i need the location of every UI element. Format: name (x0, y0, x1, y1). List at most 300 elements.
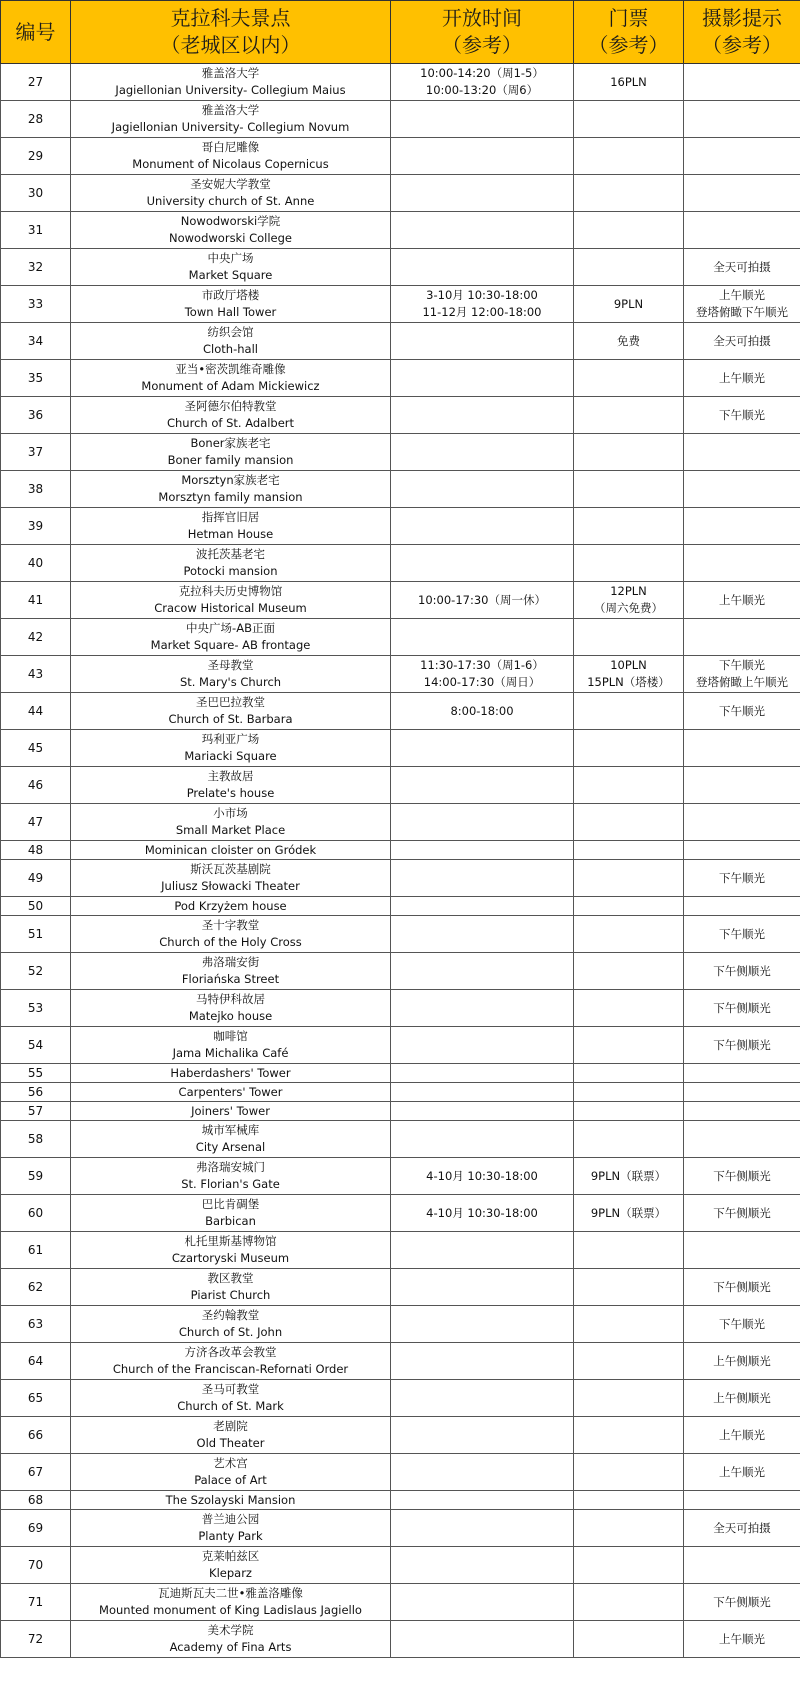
table-row (1, 360, 800, 397)
table-row (1, 1491, 800, 1510)
site-name-en: Cracow Historical Museum (154, 601, 307, 615)
row-number: 41 (1, 582, 71, 619)
site-name-zh: 城市军械库 (201, 1123, 260, 1137)
site-name-zh: Morsztyn家族老宅 (181, 473, 280, 487)
table-row (1, 1510, 800, 1547)
row-number: 37 (1, 434, 71, 471)
ticket-cell: 10PLN 15PLN（塔楼） (574, 656, 684, 693)
site-cell (71, 1343, 391, 1380)
row-number: 54 (1, 1027, 71, 1064)
table-row (1, 138, 800, 175)
hours-cell (391, 1269, 574, 1306)
photo-cell: 上午侧顺光 (684, 1380, 800, 1417)
photo-cell: 上午顺光 (684, 582, 800, 619)
row-number: 28 (1, 101, 71, 138)
ticket-cell (574, 619, 684, 656)
site-name-zh: 圣巴巴拉教堂 (196, 695, 265, 709)
table-row (1, 804, 800, 841)
row-number: 42 (1, 619, 71, 656)
site-name-zh: 波托茨基老宅 (196, 547, 265, 561)
hours-cell (391, 730, 574, 767)
table-row (1, 212, 800, 249)
site-name-en: Church of the Franciscan-Refornati Order (112, 1362, 349, 1376)
photo-cell (684, 138, 800, 175)
row-number: 38 (1, 471, 71, 508)
header-ticket: 门票 （参考） (574, 1, 684, 64)
site-name-zh: 圣十字教堂 (201, 918, 260, 932)
table-row (1, 471, 800, 508)
hours-cell (391, 767, 574, 804)
ticket-cell (574, 693, 684, 730)
site-cell (71, 1380, 391, 1417)
site-name-zh: 教区教堂 (207, 1271, 254, 1285)
site-name-en: Joiners' Tower (191, 1103, 270, 1118)
site-cell (71, 1195, 391, 1232)
ticket-cell (574, 1584, 684, 1621)
ticket-cell (574, 990, 684, 1027)
hours-cell (391, 1083, 574, 1102)
hours-cell (391, 545, 574, 582)
row-number: 48 (1, 841, 71, 860)
table-row (1, 730, 800, 767)
table-row (1, 1343, 800, 1380)
hours-cell: 4-10月 10:30-18:00 (391, 1195, 574, 1232)
ticket-cell (574, 897, 684, 916)
site-name-en: Jagiellonian University- Collegium Novum (111, 120, 350, 134)
row-number: 63 (1, 1306, 71, 1343)
site-name-en: Haberdashers' Tower (170, 1065, 291, 1080)
site-cell (71, 360, 391, 397)
row-number: 45 (1, 730, 71, 767)
hours-cell (391, 397, 574, 434)
table-row (1, 656, 800, 693)
ticket-cell (574, 471, 684, 508)
site-cell (71, 1417, 391, 1454)
site-name-en: Pod Krzyżem house (174, 898, 287, 913)
site-cell (71, 101, 391, 138)
table-row (1, 175, 800, 212)
table-row (1, 860, 800, 897)
ticket-cell (574, 397, 684, 434)
site-name-zh: 小市场 (213, 806, 248, 820)
table-row (1, 508, 800, 545)
site-name-en: Academy of Fina Arts (169, 1640, 292, 1654)
site-name-zh: 亚当•密茨凯维奇雕像 (175, 362, 286, 376)
site-cell (71, 619, 391, 656)
photo-cell: 下午侧顺光 (684, 1195, 800, 1232)
site-cell (71, 693, 391, 730)
site-cell (71, 897, 391, 916)
site-name-zh: 中央广场-AB正面 (186, 621, 275, 635)
photo-cell (684, 1083, 800, 1102)
hours-cell (391, 471, 574, 508)
photo-cell (684, 804, 800, 841)
site-name-zh: 中央广场 (207, 251, 254, 265)
hours-cell (391, 953, 574, 990)
site-name-zh: 瓦迪斯瓦夫二世•雅盖洛雕像 (158, 1586, 303, 1600)
ticket-cell (574, 1343, 684, 1380)
hours-cell: 8:00-18:00 (391, 693, 574, 730)
site-name-en: Kleparz (209, 1566, 252, 1580)
site-cell (71, 767, 391, 804)
photo-cell: 上午侧顺光 (684, 1343, 800, 1380)
hours-cell: 10:00-17:30（周一休） (391, 582, 574, 619)
row-number: 66 (1, 1417, 71, 1454)
table-row (1, 1195, 800, 1232)
row-number: 70 (1, 1547, 71, 1584)
site-name-zh: 指挥官旧居 (201, 510, 260, 524)
site-name-zh: 老剧院 (213, 1419, 248, 1433)
hours-cell (391, 508, 574, 545)
photo-cell (684, 434, 800, 471)
site-cell (71, 1621, 391, 1658)
header-number: 编号 (1, 1, 71, 64)
hours-cell: 11:30-17:30（周1-6） 14:00-17:30（周日） (391, 656, 574, 693)
hours-cell (391, 434, 574, 471)
ticket-cell (574, 360, 684, 397)
ticket-cell: 免费 (574, 323, 684, 360)
site-cell (71, 175, 391, 212)
photo-cell: 上午顺光 登塔俯瞰下午顺光 (684, 286, 800, 323)
site-cell (71, 730, 391, 767)
site-name-zh: 哥白尼雕像 (201, 140, 260, 154)
photo-cell: 全天可拍摄 (684, 323, 800, 360)
hours-cell (391, 1380, 574, 1417)
ticket-cell (574, 953, 684, 990)
row-number: 27 (1, 64, 71, 101)
row-number: 64 (1, 1343, 71, 1380)
row-number: 60 (1, 1195, 71, 1232)
site-name-zh: 圣母教堂 (207, 658, 254, 672)
row-number: 62 (1, 1269, 71, 1306)
photo-cell (684, 1491, 800, 1510)
site-name-en: Church of St. Adalbert (166, 416, 295, 430)
ticket-cell (574, 212, 684, 249)
site-cell (71, 804, 391, 841)
site-name-en: Juliusz Słowacki Theater (161, 879, 300, 893)
site-name-en: Boner family mansion (167, 453, 294, 467)
photo-cell (684, 1121, 800, 1158)
site-name-zh: 美术学院 (207, 1623, 254, 1637)
hours-cell (391, 1121, 574, 1158)
hours-cell (391, 1621, 574, 1658)
site-name-en: Barbican (205, 1214, 256, 1228)
table-row (1, 1064, 800, 1083)
hours-cell: 4-10月 10:30-18:00 (391, 1158, 574, 1195)
photo-cell (684, 619, 800, 656)
site-cell (71, 545, 391, 582)
site-name-zh: 克莱帕兹区 (201, 1549, 260, 1563)
photo-cell (684, 1547, 800, 1584)
ticket-cell (574, 1510, 684, 1547)
site-name-en: Potocki mansion (183, 564, 278, 578)
site-name-en: Church of St. Mark (177, 1399, 284, 1413)
photo-cell: 上午顺光 (684, 1454, 800, 1491)
site-name-en: Matejko house (188, 1009, 273, 1023)
site-name-en: University church of St. Anne (146, 194, 315, 208)
row-number: 65 (1, 1380, 71, 1417)
photo-cell (684, 545, 800, 582)
site-name-zh: 斯沃瓦茨基剧院 (190, 862, 271, 876)
site-cell (71, 582, 391, 619)
table-row (1, 582, 800, 619)
site-name-zh: 马特伊科故居 (196, 992, 265, 1006)
hours-cell (391, 360, 574, 397)
hours-cell (391, 897, 574, 916)
photo-cell (684, 730, 800, 767)
table-row (1, 1158, 800, 1195)
photo-cell: 下午顺光 (684, 693, 800, 730)
site-cell (71, 1102, 391, 1121)
photo-cell: 下午顺光 登塔俯瞰上午顺光 (684, 656, 800, 693)
ticket-cell: 9PLN（联票） (574, 1195, 684, 1232)
ticket-cell (574, 175, 684, 212)
site-name-zh: 巴比肯碉堡 (201, 1197, 260, 1211)
row-number: 47 (1, 804, 71, 841)
site-name-en: Planty Park (198, 1529, 263, 1543)
site-name-en: Piarist Church (190, 1288, 271, 1302)
photo-cell: 下午顺光 (684, 860, 800, 897)
hours-cell: 3-10月 10:30-18:00 11-12月 12:00-18:00 (391, 286, 574, 323)
ticket-cell (574, 508, 684, 545)
ticket-cell (574, 1064, 684, 1083)
ticket-cell (574, 1121, 684, 1158)
row-number: 50 (1, 897, 71, 916)
site-name-en: Old Theater (196, 1436, 265, 1450)
ticket-cell: 12PLN （周六免费） (574, 582, 684, 619)
row-number: 29 (1, 138, 71, 175)
site-cell (71, 1232, 391, 1269)
site-name-en: St. Mary's Church (179, 675, 282, 689)
ticket-cell: 16PLN (574, 64, 684, 101)
site-name-zh: 主教故居 (207, 769, 254, 783)
hours-cell (391, 1547, 574, 1584)
table-row (1, 323, 800, 360)
hours-cell (391, 916, 574, 953)
site-name-en: The Szolayski Mansion (165, 1492, 296, 1507)
site-name-en: Floriańska Street (181, 972, 280, 986)
row-number: 43 (1, 656, 71, 693)
ticket-cell (574, 804, 684, 841)
site-name-en: Czartoryski Museum (171, 1251, 290, 1265)
row-number: 59 (1, 1158, 71, 1195)
table-row (1, 1380, 800, 1417)
site-cell (71, 990, 391, 1027)
row-number: 34 (1, 323, 71, 360)
ticket-cell (574, 1027, 684, 1064)
row-number: 67 (1, 1454, 71, 1491)
site-name-en: Mounted monument of King Ladislaus Jagiello (99, 1603, 362, 1617)
hours-cell (391, 1232, 574, 1269)
hours-cell (391, 841, 574, 860)
site-name-zh: 艺术宫 (213, 1456, 248, 1470)
site-name-zh: 市政厅塔楼 (201, 288, 260, 302)
site-cell (71, 841, 391, 860)
table-row (1, 397, 800, 434)
row-number: 58 (1, 1121, 71, 1158)
site-name-en: Market Square (188, 268, 273, 282)
ticket-cell (574, 1083, 684, 1102)
header-row (1, 1, 800, 64)
photo-cell: 全天可拍摄 (684, 1510, 800, 1547)
hours-cell (391, 1454, 574, 1491)
table-row (1, 1232, 800, 1269)
ticket-cell (574, 730, 684, 767)
table-row (1, 1584, 800, 1621)
site-name-en: Morsztyn family mansion (158, 490, 303, 504)
site-cell (71, 434, 391, 471)
site-name-en: Mariacki Square (184, 749, 277, 763)
site-name-zh: 札托里斯基博物馆 (184, 1234, 277, 1248)
ticket-cell (574, 1547, 684, 1584)
photo-cell (684, 101, 800, 138)
ticket-cell (574, 841, 684, 860)
table-row (1, 64, 800, 101)
site-name-en: City Arsenal (195, 1140, 266, 1154)
table-row (1, 545, 800, 582)
site-name-en: Church of the Holy Cross (159, 935, 302, 949)
row-number: 40 (1, 545, 71, 582)
hours-cell (391, 1510, 574, 1547)
table-row (1, 1621, 800, 1658)
site-cell (71, 1584, 391, 1621)
ticket-cell (574, 1454, 684, 1491)
photo-cell (684, 64, 800, 101)
site-name-zh: 玛利亚广场 (201, 732, 260, 746)
site-cell (71, 1491, 391, 1510)
table-row (1, 1083, 800, 1102)
hours-cell (391, 175, 574, 212)
site-cell (71, 249, 391, 286)
ticket-cell (574, 1232, 684, 1269)
site-name-en: Church of St. John (178, 1325, 283, 1339)
ticket-cell (574, 545, 684, 582)
ticket-cell (574, 1306, 684, 1343)
site-cell (71, 1121, 391, 1158)
ticket-cell (574, 1269, 684, 1306)
table-body (1, 64, 800, 1658)
table-row (1, 1102, 800, 1121)
ticket-cell (574, 767, 684, 804)
ticket-cell (574, 1417, 684, 1454)
photo-cell: 上午顺光 (684, 360, 800, 397)
hours-cell (391, 1102, 574, 1121)
ticket-cell (574, 101, 684, 138)
site-cell (71, 953, 391, 990)
ticket-cell (574, 249, 684, 286)
site-name-zh: Boner家族老宅 (190, 436, 271, 450)
table-row (1, 693, 800, 730)
site-name-zh: 方济各改革会教堂 (184, 1345, 277, 1359)
photo-cell: 上午顺光 (684, 1621, 800, 1658)
row-number: 72 (1, 1621, 71, 1658)
ticket-cell (574, 1621, 684, 1658)
site-name-zh: 圣阿德尔伯特教堂 (184, 399, 277, 413)
ticket-cell (574, 1102, 684, 1121)
site-name-zh: 雅盖洛大学 (201, 66, 260, 80)
site-cell (71, 1158, 391, 1195)
site-cell (71, 1027, 391, 1064)
site-name-en: Monument of Nicolaus Copernicus (132, 157, 329, 171)
hours-cell (391, 1491, 574, 1510)
ticket-cell: 9PLN (574, 286, 684, 323)
photo-cell (684, 1064, 800, 1083)
site-name-en: Nowodworski College (169, 231, 292, 245)
ticket-cell (574, 434, 684, 471)
site-name-zh: 咖啡馆 (213, 1029, 248, 1043)
hours-cell (391, 1417, 574, 1454)
row-number: 53 (1, 990, 71, 1027)
row-number: 46 (1, 767, 71, 804)
table-row (1, 1306, 800, 1343)
site-name-en: Palace of Art (194, 1473, 267, 1487)
row-number: 30 (1, 175, 71, 212)
site-cell (71, 1064, 391, 1083)
photo-cell (684, 175, 800, 212)
row-number: 44 (1, 693, 71, 730)
photo-cell: 下午侧顺光 (684, 953, 800, 990)
hours-cell (391, 249, 574, 286)
ticket-cell (574, 860, 684, 897)
header-site: 克拉科夫景点 （老城区以内） (71, 1, 391, 64)
header-photo: 摄影提示 （参考） (684, 1, 800, 64)
site-name-zh: 弗洛瑞安城门 (196, 1160, 265, 1174)
hours-cell (391, 804, 574, 841)
site-cell (71, 1454, 391, 1491)
ticket-cell (574, 1380, 684, 1417)
table-row (1, 916, 800, 953)
hours-cell (391, 101, 574, 138)
photo-cell: 下午侧顺光 (684, 1269, 800, 1306)
site-name-en: Small Market Place (175, 823, 286, 837)
photo-cell (684, 471, 800, 508)
site-name-en: Church of St. Barbara (168, 712, 293, 726)
table-row (1, 1027, 800, 1064)
row-number: 61 (1, 1232, 71, 1269)
ticket-cell (574, 1491, 684, 1510)
hours-cell (391, 138, 574, 175)
site-cell (71, 1083, 391, 1102)
row-number: 71 (1, 1584, 71, 1621)
site-name-en: Carpenters' Tower (178, 1084, 283, 1099)
hours-cell (391, 1064, 574, 1083)
site-name-zh: 圣安妮大学教堂 (190, 177, 271, 191)
table-row (1, 1417, 800, 1454)
photo-cell: 下午侧顺光 (684, 990, 800, 1027)
site-cell (71, 860, 391, 897)
photo-cell: 下午顺光 (684, 397, 800, 434)
table-row (1, 286, 800, 323)
table-row (1, 1547, 800, 1584)
row-number: 56 (1, 1083, 71, 1102)
site-cell (71, 1306, 391, 1343)
site-name-zh: Nowodworski学院 (180, 214, 281, 228)
photo-cell: 下午顺光 (684, 1306, 800, 1343)
table-row (1, 767, 800, 804)
table-row (1, 434, 800, 471)
hours-cell (391, 619, 574, 656)
site-name-en: Market Square- AB frontage (150, 638, 311, 652)
row-number: 32 (1, 249, 71, 286)
hours-cell (391, 990, 574, 1027)
site-cell (71, 64, 391, 101)
site-cell (71, 286, 391, 323)
header-hours: 开放时间 （参考） (391, 1, 574, 64)
row-number: 39 (1, 508, 71, 545)
site-cell (71, 323, 391, 360)
site-name-en: Monument of Adam Mickiewicz (141, 379, 320, 393)
site-name-en: Prelate's house (186, 786, 275, 800)
